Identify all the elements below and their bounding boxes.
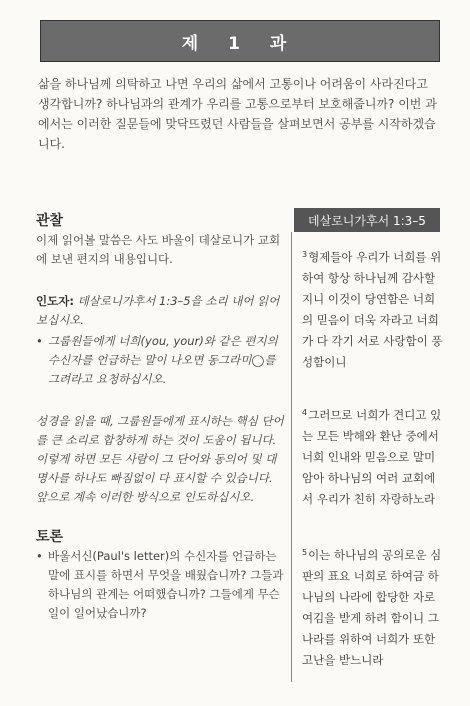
- verse-4: [302, 402, 444, 510]
- verse-text: 그러므로 너희가 견디고 있는 모든 박해와 환난 중에서 너희 인내와 믿음으로 말미암아 하나님의 여러 교회에서 우리가 친히 자랑하노라: [302, 408, 442, 506]
- verse-number: 5: [302, 548, 308, 557]
- verse-text: 이는 하나님의 공의로운 심판의 표요 너희로 하여금 하나님의 나라에 합당한 자로 여김을 받게 하려 함이니 그 나라를 위하여 너희가 또한 고난을 받느니라: [302, 548, 442, 667]
- observe-bullet: [36, 332, 286, 389]
- scripture-reference: 데살로니가후서 1:3–5: [294, 208, 440, 232]
- observe-section: [36, 212, 286, 269]
- verse-5: [302, 542, 444, 671]
- scripture-column: [291, 232, 444, 682]
- lesson-title: 제 1 과: [40, 20, 440, 62]
- leader-instruction: [36, 292, 286, 389]
- discuss-bullet-text: 바울서신(Paul's letter)의 수신자를 언급하는 말에 표시를 하면서 무엇을 배웠습니까? 그들과 하나님의 관계는 어떠했습니까? 그들에게 무슨 일이 일어났습니까?: [48, 549, 284, 620]
- discuss-bullet: [36, 547, 286, 623]
- verse-number: 4: [302, 408, 308, 417]
- intro-paragraph: 삶을 하나님께 의탁하고 나면 우리의 삶에서 고통이나 어려움이 사라진다고 생각합니까? 하나님과의 관계가 우리를 고통으로부터 보호해줍니까? 이번 과에서는 이러한 질문들에 맞닥뜨렸던 사람들을 살펴보면서 공부를 시작하겠습니다.: [38, 77, 437, 151]
- observe-text: 이제 읽어볼 말씀은 사도 바울이 데살로니가 교회에 보낸 편지의 내용입니다.: [36, 233, 281, 266]
- discuss-section: [36, 528, 286, 623]
- verse-3: [302, 244, 444, 373]
- leader-text: 데살로니가후서 1:3–5을 소리 내어 읽어보십시오.: [36, 294, 280, 327]
- bullet-icon: •: [36, 334, 43, 348]
- leader-label: 인도자:: [36, 294, 74, 308]
- verse-number: 3: [302, 250, 308, 259]
- observe-bullet-text: 그룹원들에게 너희(you, your)와 같은 편지의 수신자를 언급하는 말이 나오면 동그라미◯를 그려라고 요청하십시오.: [48, 334, 278, 386]
- bullet-icon: •: [36, 549, 43, 563]
- discuss-heading: 토론: [36, 529, 64, 545]
- verse-text: 형제들아 우리가 너희를 위하여 항상 하나님께 감사할지니 이것이 당연함은 너희의 믿음이 더욱 자라고 너희가 다 각기 서로 사랑함이 풍성함이니: [302, 250, 443, 369]
- leader-note: 성경을 읽을 때, 그룹원들에게 표시하는 핵심 단어를 큰 소리로 합창하게 하는 것이 도움이 됩니다. 이렇게 하면 모든 사람이 그 단어와 동의어 및 대명사를 하나도 빠짐없이 다 표시할 수 있습니다. 앞으로 계속 이러한 방식으로 인도하십시오.: [36, 414, 284, 504]
- observe-heading: 관찰: [36, 213, 64, 229]
